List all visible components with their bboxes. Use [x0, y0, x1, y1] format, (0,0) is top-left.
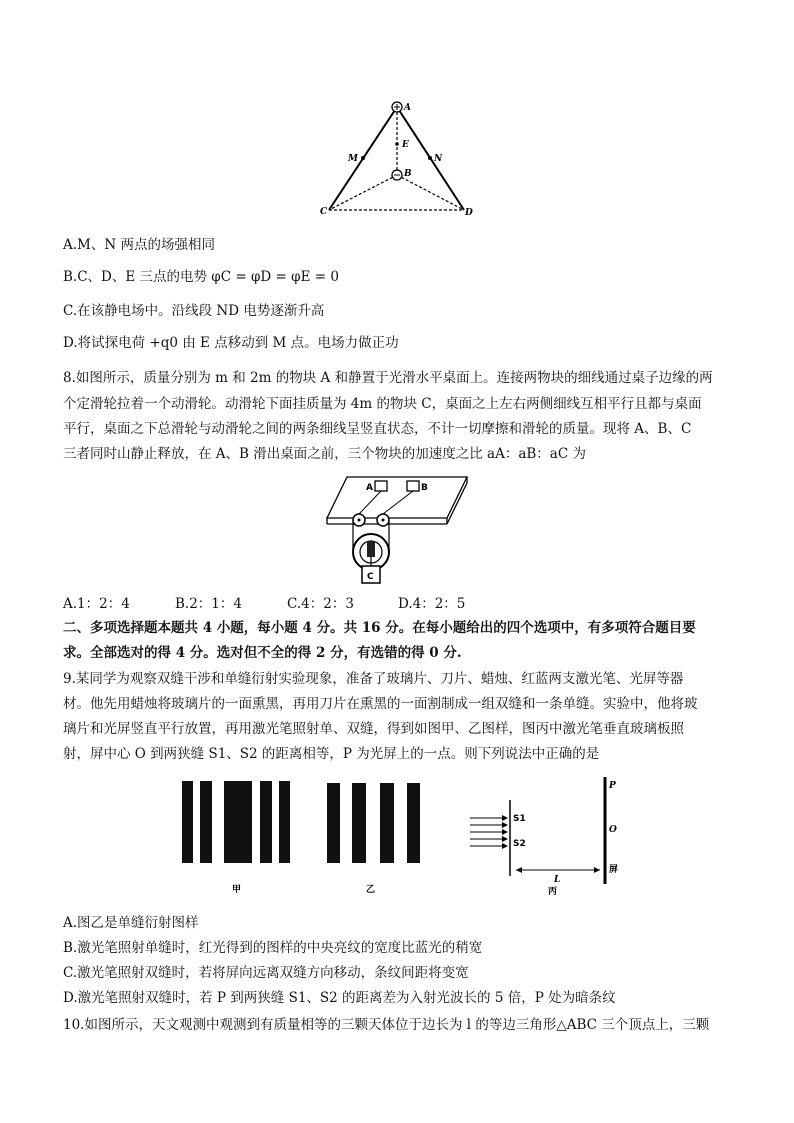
- q8-line-1: 8.如图所示，质量分别为 m 和 2m 的物块 A 和静置于光滑水平桌面上。连接两物块的细线通过桌子边缘的两: [63, 370, 713, 386]
- q8-option-c: C.4：2：3: [287, 596, 354, 612]
- diffraction-figure: [180, 772, 620, 902]
- label-C: C: [320, 207, 328, 217]
- section-2-line-1: 二、多项选择题本题共 4 小题，每小题 4 分。共 16 分。在每小题给出的四个选项中，有多项符合题目要: [63, 620, 696, 636]
- label-bing: 丙: [548, 887, 558, 897]
- q7-option-c: C.在该静电场中。沿线段 ND 电势逐渐升高: [63, 303, 325, 319]
- q8-line-3: 平行，桌面之下总滑轮与动滑轮之间的两条细线呈竖直状态，不计一切摩擦和滑轮的质量。现将 A、B、C: [63, 421, 692, 437]
- q9-line-3: 璃片和光屏竖直平行放置，再用激光笔照射单、双缝，得到如图甲、乙图样，图丙中激光笔垂直玻璃板照: [63, 721, 684, 737]
- q7-option-b: B.C、D、E 三点的电势 φC = φD = φE = 0: [63, 269, 339, 285]
- label-D: D: [465, 208, 473, 218]
- q8-option-a: A.1：2：4: [63, 596, 130, 612]
- q10-line-1: 10.如图所示，天文观测中观测到有质量相等的三颗天体位于边长为 l 的等边三角形△ABC 三个顶点上，三颗: [63, 1017, 710, 1033]
- label-S1: S1: [513, 814, 526, 824]
- q9-line-2: 材。他先用蜡烛将玻璃片的一面熏黑，再用刀片在熏黑的一面割制成一组双缝和一条单缝。实验中，他将玻: [63, 696, 698, 712]
- label-O: O: [609, 825, 617, 835]
- label-L: L: [554, 875, 561, 885]
- q8-line-2: 个定滑轮拉着一个动滑轮。动滑轮下面挂质量为 4m 的物块 C，桌面之上左右两侧细线互相平行且都与桌面: [63, 396, 702, 412]
- label-A: A: [404, 103, 411, 113]
- q8-option-b: B.2：1：4: [175, 596, 242, 612]
- q9-line-1: 9.某同学为观察双缝干涉和单缝衍射实验现象，准备了玻璃片、刀片、蜡烛、红蓝两支激光笔、光屏等器: [63, 671, 684, 687]
- label-B: B: [404, 169, 412, 179]
- label-E: E: [402, 140, 409, 150]
- q7-option-a: A.M、N 两点的场强相同: [63, 237, 215, 253]
- q9-line-4: 射，屏中心 O 到两狭缝 S1、S2 的距离相等，P 为光屏上的一点。则下列说法中正确的是: [63, 746, 600, 762]
- label-M: M: [348, 154, 358, 164]
- q9-option-b: B.激光笔照射单缝时，红光得到的图样的中央亮纹的宽度比蓝光的稍宽: [63, 940, 483, 956]
- block-A-label: A: [366, 483, 373, 493]
- label-yi: 乙: [366, 885, 376, 895]
- q9-option-a: A.图乙是单缝衍射图样: [63, 915, 199, 931]
- block-B-label: B: [421, 483, 428, 493]
- q9-option-d: D.激光笔照射双缝时，若 P 到两狭缝 S1、S2 的距离差为入射光波长的 5 倍，P 处为暗条纹: [63, 990, 616, 1006]
- pulley-figure: [325, 468, 470, 588]
- label-ping: 屏: [609, 865, 619, 875]
- q7-option-d: D.将试探电荷 +q0 由 E 点移动到 M 点。电场力做正功: [63, 335, 399, 351]
- label-N: N: [434, 154, 443, 164]
- q8-line-4: 三者同时山静止释放，在 A、B 滑出桌面之前，三个物块的加速度之比 aA：aB：aC 为: [63, 446, 586, 462]
- q8-option-d: D.4：2：5: [398, 596, 466, 612]
- q9-option-c: C.激光笔照射双缝时，若将屏向远离双缝方向移动，条纹间距将变宽: [63, 965, 469, 981]
- label-S2: S2: [513, 839, 526, 849]
- label-jia: 甲: [232, 885, 242, 895]
- block-C-label: C: [367, 572, 374, 582]
- triangle-figure: [318, 98, 478, 220]
- label-P: P: [609, 781, 616, 791]
- section-2-line-2: 求。全部选对的得 4 分。选对但不全的得 2 分，有选错的得 0 分.: [63, 645, 462, 661]
